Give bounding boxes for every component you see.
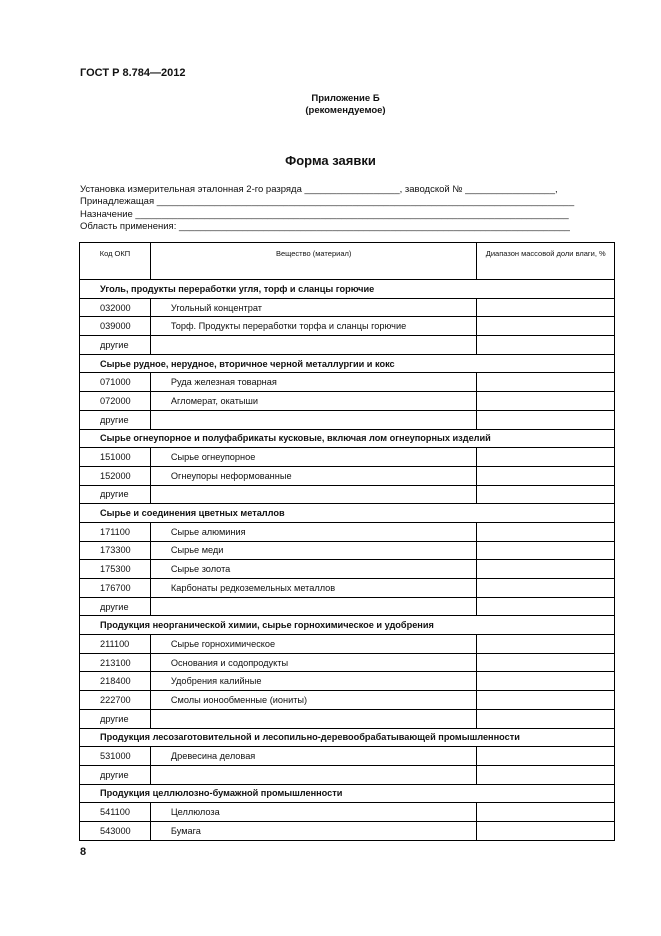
substance-cell: Древесина деловая: [150, 747, 477, 766]
table-row: [80, 541, 615, 560]
table-group-row: [80, 784, 615, 803]
substance-cell: [150, 485, 477, 504]
moisture-range-cell: [477, 709, 615, 728]
table-row: [80, 410, 615, 429]
moisture-range-cell: [477, 691, 615, 710]
moisture-range-cell: [477, 635, 615, 654]
table-row: [80, 597, 615, 616]
form-fields: [80, 184, 600, 233]
table-group-row: [80, 354, 615, 373]
substance-cell: [150, 410, 477, 429]
table-row: [80, 298, 615, 317]
substance-table: [79, 242, 615, 841]
substance-cell: Удобрения калийные: [150, 672, 477, 691]
moisture-range-cell: [477, 336, 615, 355]
substance-cell: Сырье горнохимическое: [150, 635, 477, 654]
substance-cell: Карбонаты редкоземельных металлов: [150, 579, 477, 598]
okp-code-cell: 222700: [80, 691, 151, 710]
table-row: [80, 653, 615, 672]
group-title: Продукция неорганической химии, сырье горнохимическое и удобрения: [80, 616, 615, 635]
substance-cell: Торф. Продукты переработки торфа и сланцы горючие: [150, 317, 477, 336]
okp-code-cell: 211100: [80, 635, 151, 654]
moisture-range-cell: [477, 298, 615, 317]
substance-cell: [150, 336, 477, 355]
moisture-range-cell: [477, 803, 615, 822]
table-row: [80, 522, 615, 541]
substance-cell: Сырье огнеупорное: [150, 448, 477, 467]
okp-code-cell: 213100: [80, 653, 151, 672]
okp-code-cell: 541100: [80, 803, 151, 822]
okp-code-cell: 176700: [80, 579, 151, 598]
page-number: 8: [80, 846, 87, 858]
field-purpose: Назначение __________________________________________________________________________________: [80, 208, 569, 220]
table-row: [80, 672, 615, 691]
field-owner: Принадлежащая _______________________________________________________________________________: [80, 196, 575, 208]
table-group-row: [80, 504, 615, 523]
table-row: [80, 765, 615, 784]
table-row: [80, 709, 615, 728]
okp-code-cell: другие: [80, 597, 151, 616]
moisture-range-cell: [477, 410, 615, 429]
substance-cell: Огнеупоры неформованные: [150, 466, 477, 485]
moisture-range-cell: [477, 747, 615, 766]
field-scope: Область применения: __________________________________________________________________________: [80, 220, 570, 232]
okp-code-cell: другие: [80, 765, 151, 784]
group-title: Сырье огнеупорное и полуфабрикаты кусковые, включая лом огнеупорных изделий: [80, 429, 615, 448]
substance-cell: Сырье меди: [150, 541, 477, 560]
moisture-range-cell: [477, 373, 615, 392]
substance-cell: Бумага: [150, 821, 477, 840]
column-header-code: Код ОКП: [80, 243, 151, 280]
column-header-substance: Вещество (материал): [150, 243, 477, 280]
okp-code-cell: другие: [80, 336, 151, 355]
moisture-range-cell: [477, 579, 615, 598]
group-title: Продукция лесозаготовительной и лесопильно-деревообрабатывающей промышленности: [80, 728, 615, 747]
moisture-range-cell: [477, 522, 615, 541]
okp-code-cell: 531000: [80, 747, 151, 766]
table-row: [80, 485, 615, 504]
table-group-row: [80, 616, 615, 635]
table-row: [80, 747, 615, 766]
table-row: [80, 392, 615, 411]
substance-cell: Основания и содопродукты: [150, 653, 477, 672]
moisture-range-cell: [477, 765, 615, 784]
moisture-range-cell: [477, 821, 615, 840]
okp-code-cell: 072000: [80, 392, 151, 411]
okp-code-cell: 151000: [80, 448, 151, 467]
group-title: Уголь, продукты переработки угля, торф и сланцы горючие: [80, 280, 615, 299]
moisture-range-cell: [477, 485, 615, 504]
table-row: [80, 803, 615, 822]
moisture-range-cell: [477, 653, 615, 672]
form-title: Форма заявки: [285, 153, 376, 168]
substance-cell: [150, 709, 477, 728]
table-row: [80, 336, 615, 355]
appendix-label: Приложение Б: [311, 93, 380, 104]
group-title: Сырье рудное, нерудное, вторичное черной металлургии и кокс: [80, 354, 615, 373]
okp-code-cell: 173300: [80, 541, 151, 560]
substance-cell: Руда железная товарная: [150, 373, 477, 392]
substance-cell: Сырье алюминия: [150, 522, 477, 541]
moisture-range-cell: [477, 317, 615, 336]
okp-code-cell: 071000: [80, 373, 151, 392]
okp-code-cell: 032000: [80, 298, 151, 317]
table-row: [80, 691, 615, 710]
moisture-range-cell: [477, 597, 615, 616]
substance-cell: [150, 765, 477, 784]
okp-code-cell: другие: [80, 709, 151, 728]
substance-cell: Агломерат, окатыши: [150, 392, 477, 411]
substance-cell: [150, 597, 477, 616]
okp-code-cell: другие: [80, 410, 151, 429]
substance-cell: Угольный концентрат: [150, 298, 477, 317]
moisture-range-cell: [477, 672, 615, 691]
okp-code-cell: 152000: [80, 466, 151, 485]
column-header-moisture-range: Диапазон массовой доли влаги, %: [477, 243, 615, 280]
substance-cell: Смолы ионообменные (иониты): [150, 691, 477, 710]
field-installation: Установка измерительная эталонная 2-го разряда __________________, заводской № _________________,: [80, 184, 558, 195]
table-group-row: [80, 429, 615, 448]
table-header-row: [80, 243, 615, 280]
group-title: Сырье и соединения цветных металлов: [80, 504, 615, 523]
table-row: [80, 373, 615, 392]
appendix-status: (рекомендуемое): [305, 105, 386, 116]
moisture-range-cell: [477, 466, 615, 485]
table-group-row: [80, 280, 615, 299]
okp-code-cell: 171100: [80, 522, 151, 541]
standard-number: ГОСТ Р 8.784—2012: [80, 67, 186, 79]
moisture-range-cell: [477, 392, 615, 411]
moisture-range-cell: [477, 448, 615, 467]
table-group-row: [80, 728, 615, 747]
table-row: [80, 560, 615, 579]
table-row: [80, 317, 615, 336]
table-row: [80, 579, 615, 598]
moisture-range-cell: [477, 541, 615, 560]
okp-code-cell: 175300: [80, 560, 151, 579]
table-row: [80, 448, 615, 467]
moisture-range-cell: [477, 560, 615, 579]
table-row: [80, 821, 615, 840]
substance-cell: Целлюлоза: [150, 803, 477, 822]
group-title: Продукция целлюлозно-бумажной промышленности: [80, 784, 615, 803]
table-row: [80, 635, 615, 654]
okp-code-cell: 218400: [80, 672, 151, 691]
okp-code-cell: 039000: [80, 317, 151, 336]
okp-code-cell: 543000: [80, 821, 151, 840]
table-row: [80, 466, 615, 485]
substance-cell: Сырье золота: [150, 560, 477, 579]
okp-code-cell: другие: [80, 485, 151, 504]
